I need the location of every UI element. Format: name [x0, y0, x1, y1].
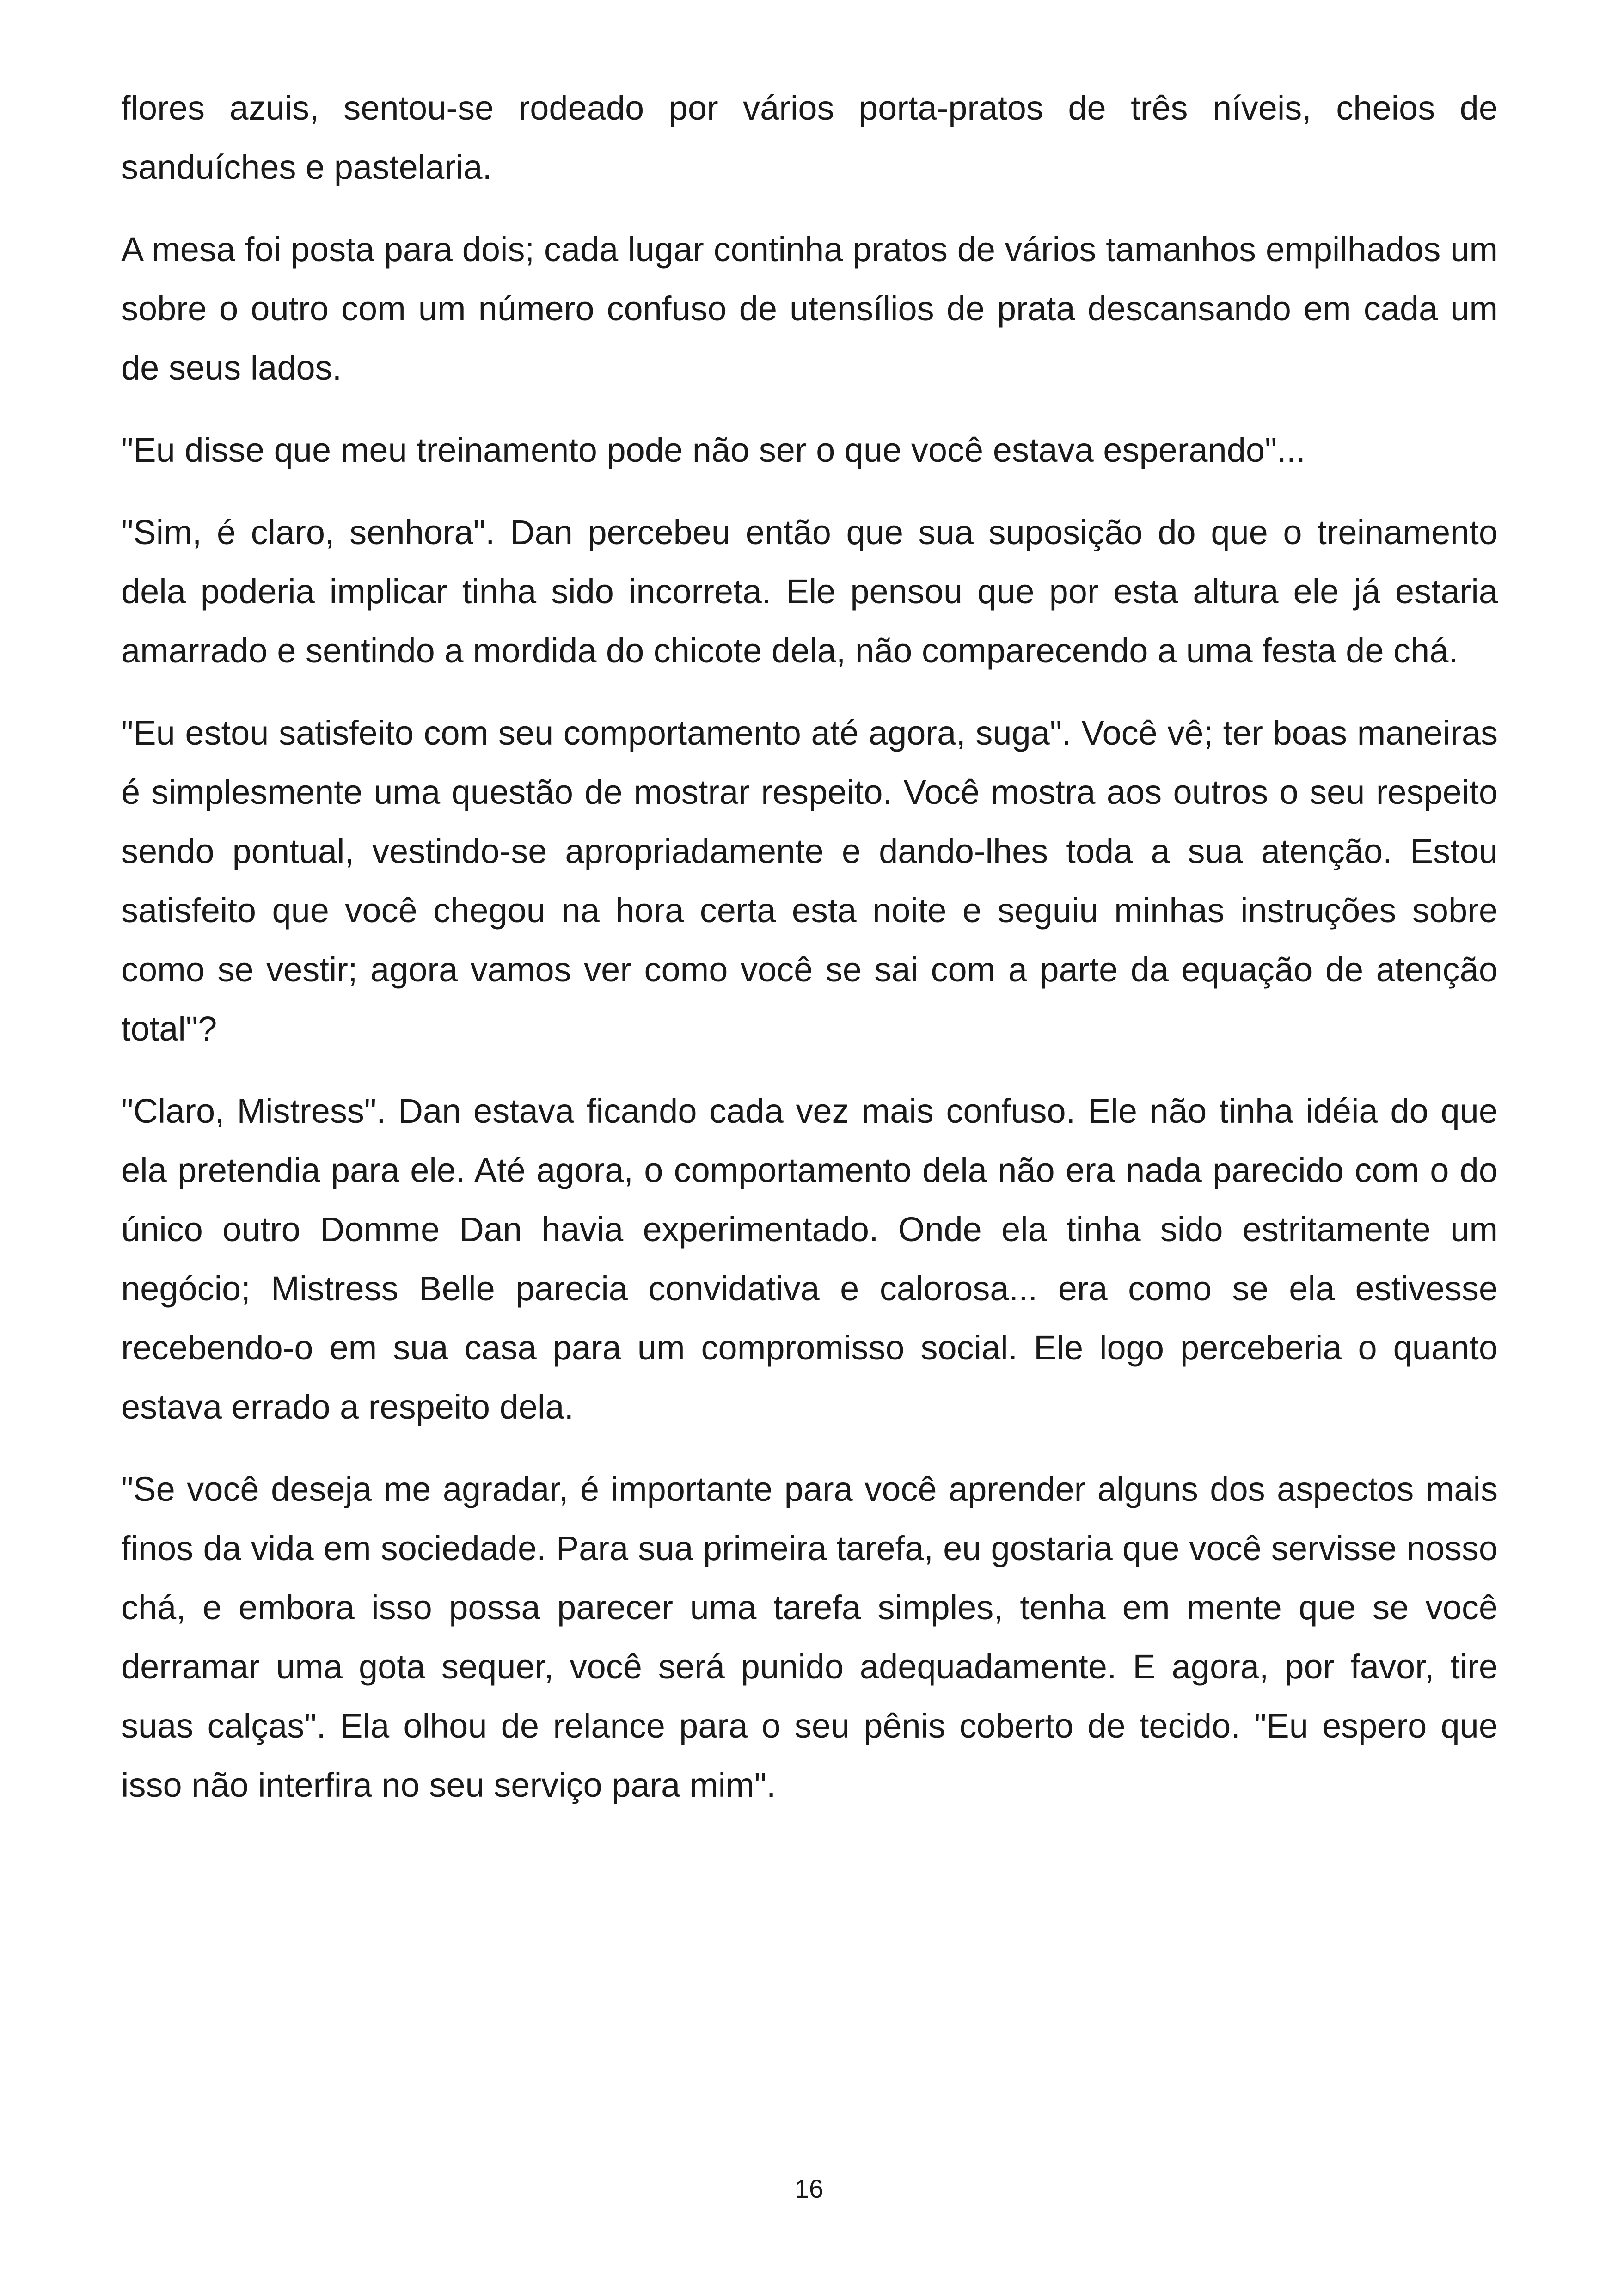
paragraph: A mesa foi posta para dois; cada lugar continha pratos de vários tamanhos empilhados um sobre o outro com um número confuso de utensílios de prata descansando em cada um de seus lados. — [121, 230, 1498, 387]
paragraph: "Claro, Mistress". Dan estava ficando cada vez mais confuso. Ele não tinha idéia do que ela pretendia para ele. Até agora, o comportamento dela não era nada parecido com o do único outro Domme Dan havia experimentado. Onde ela tinha sido estritamente um negócio; Mistress Belle parecia convidativa e calorosa... era como se ela estivesse recebendo-o em sua casa para um compromisso social. Ele logo perceberia o quanto estava errado a respeito dela. — [121, 1092, 1498, 1426]
paragraph: "Eu disse que meu treinamento pode não ser o que você estava esperando"... — [121, 431, 1305, 469]
paragraph: "Sim, é claro, senhora". Dan percebeu então que sua suposição do que o treinamento dela poderia implicar tinha sido incorreta. Ele pensou que por esta altura ele já estaria amarrado e sentindo a mordida do chicote dela, não comparecendo a uma festa de chá. — [121, 513, 1498, 670]
paragraph: "Eu estou satisfeito com seu comportamento até agora, suga". Você vê; ter boas maneiras é simplesmente uma questão de mostrar respeito. Você mostra aos outros o seu respeito sendo pontual, vestindo-se apropriadamente e dando-lhes toda a sua atenção. Estou satisfeito que você chegou na hora certa esta noite e seguiu minhas instruções sobre como se vestir; agora vamos ver como você se sai com a parte da equação de atenção total"? — [121, 714, 1498, 1048]
paragraph: flores azuis, sentou-se rodeado por vários porta-pratos de três níveis, cheios de sanduíches e pastelaria. — [121, 89, 1498, 186]
paragraph: "Se você deseja me agradar, é importante para você aprender alguns dos aspectos mais finos da vida em sociedade. Para sua primeira tarefa, eu gostaria que você servisse nosso chá, e embora isso possa parecer uma tarefa simples, tenha em mente que se você derramar uma gota sequer, você será punido adequadamente. E agora, por favor, tire suas calças". Ela olhou de relance para o seu pênis coberto de tecido. "Eu espero que isso não interfira no seu serviço para mim". — [121, 1470, 1498, 1804]
body-text — [121, 79, 1498, 1838]
page-number: 16 — [794, 2174, 824, 2203]
